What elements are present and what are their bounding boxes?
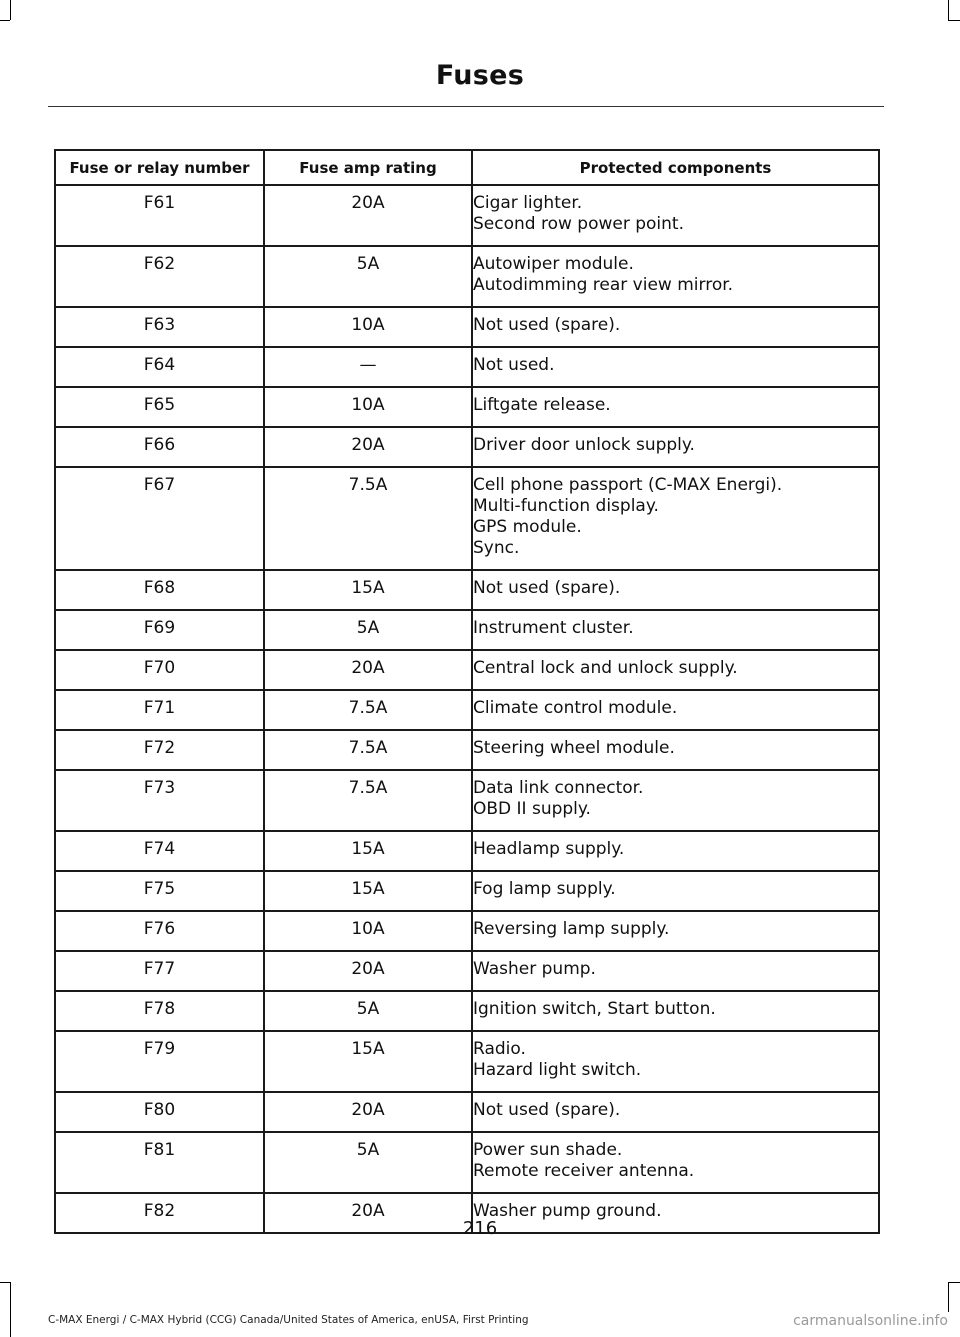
table-row [55,650,879,690]
component-line: Hazard light switch. [473,1060,642,1080]
protected-components-cell [472,650,879,690]
table-row [55,1092,879,1132]
protected-components-cell [472,770,879,831]
amp-rating-cell: 10A [264,911,472,951]
amp-rating-cell: — [264,347,472,387]
table-row [55,467,879,570]
protected-components-cell [472,1031,879,1092]
component-line: Steering wheel module. [473,738,675,758]
fuse-number-cell: F69 [55,610,264,650]
fuse-number-cell: F72 [55,730,264,770]
amp-rating-cell: 15A [264,871,472,911]
amp-rating-cell: 20A [264,1092,472,1132]
protected-components-cell [472,387,879,427]
protected-components-cell [472,831,879,871]
protected-components-cell [472,347,879,387]
component-line: Multi-function display. [473,496,659,516]
fuse-table [54,149,880,1234]
amp-rating-cell: 20A [264,650,472,690]
table-row [55,991,879,1031]
fuse-number-cell: F78 [55,991,264,1031]
amp-rating-cell: 7.5A [264,690,472,730]
crop-mark-top-left-v [10,0,11,20]
watermark: carmanualsonline.info [793,1313,948,1329]
component-line: Autodimming rear view mirror. [473,275,734,295]
amp-rating-cell: 20A [264,951,472,991]
table-row [55,347,879,387]
component-line: Liftgate release. [473,395,611,415]
amp-rating-cell: 20A [264,1193,472,1233]
table-row [55,427,879,467]
table-row [55,1132,879,1193]
column-header-amp-rating: Fuse amp rating [264,150,472,185]
title-rule [48,106,884,107]
table-row [55,911,879,951]
table-row [55,246,879,307]
fuse-number-cell: F74 [55,831,264,871]
amp-rating-cell: 5A [264,991,472,1031]
table-row [55,307,879,347]
page-number: 216 [462,1218,498,1239]
protected-components-cell [472,307,879,347]
crop-mark-bottom-right-v [948,1282,949,1312]
protected-components-cell [472,730,879,770]
component-line: Cell phone passport (C-MAX Energi). [473,475,783,495]
fuse-number-cell: F61 [55,185,264,246]
protected-components-cell [472,467,879,570]
crop-mark-top-right-v [948,0,949,20]
crop-mark-top-left-h [0,20,10,21]
table-row [55,570,879,610]
component-line: Power sun shade. [473,1140,623,1160]
fuse-number-cell: F82 [55,1193,264,1233]
table-row [55,730,879,770]
fuse-number-cell: F75 [55,871,264,911]
amp-rating-cell: 20A [264,185,472,246]
component-line: Reversing lamp supply. [473,919,670,939]
table-row [55,951,879,991]
fuse-number-cell: F71 [55,690,264,730]
fuse-number-cell: F68 [55,570,264,610]
protected-components-cell [472,185,879,246]
fuse-number-cell: F76 [55,911,264,951]
protected-components-cell [472,1092,879,1132]
component-line: Cigar lighter. [473,193,583,213]
component-line: Not used. [473,355,555,375]
component-line: Not used (spare). [473,315,621,335]
crop-mark-bottom-left-v [10,1282,11,1337]
fuse-number-cell: F73 [55,770,264,831]
table-header-row [55,150,879,185]
amp-rating-cell: 5A [264,610,472,650]
crop-mark-bottom-right-h [948,1282,960,1283]
amp-rating-cell: 15A [264,831,472,871]
footer-text: C-MAX Energi / C-MAX Hybrid (CCG) Canada/United States of America, enUSA, First Printing [48,1314,529,1326]
component-line: Second row power point. [473,214,684,234]
component-line: GPS module. [473,517,582,537]
amp-rating-cell: 10A [264,307,472,347]
amp-rating-cell: 5A [264,246,472,307]
amp-rating-cell: 7.5A [264,730,472,770]
table-row [55,871,879,911]
component-line: Driver door unlock supply. [473,435,695,455]
protected-components-cell [472,911,879,951]
amp-rating-cell: 10A [264,387,472,427]
component-line: Washer pump. [473,959,596,979]
component-line: Fog lamp supply. [473,879,616,899]
component-line: Instrument cluster. [473,618,634,638]
fuse-table-body [55,185,879,1233]
fuse-number-cell: F64 [55,347,264,387]
column-header-protected-components: Protected components [472,150,879,185]
protected-components-cell [472,871,879,911]
fuse-number-cell: F77 [55,951,264,991]
component-line: Ignition switch, Start button. [473,999,716,1019]
fuse-number-cell: F70 [55,650,264,690]
component-line: Not used (spare). [473,578,621,598]
component-line: Central lock and unlock supply. [473,658,738,678]
fuse-number-cell: F79 [55,1031,264,1092]
page-title: Fuses [435,60,525,91]
table-row [55,690,879,730]
amp-rating-cell: 5A [264,1132,472,1193]
protected-components-cell [472,610,879,650]
amp-rating-cell: 15A [264,1031,472,1092]
fuse-number-cell: F65 [55,387,264,427]
protected-components-cell [472,1132,879,1193]
protected-components-cell [472,951,879,991]
fuse-number-cell: F66 [55,427,264,467]
protected-components-cell [472,427,879,467]
protected-components-cell [472,570,879,610]
amp-rating-cell: 15A [264,570,472,610]
table-row [55,185,879,246]
fuse-number-cell: F62 [55,246,264,307]
fuse-number-cell: F63 [55,307,264,347]
component-line: Climate control module. [473,698,678,718]
table-row [55,1031,879,1092]
crop-mark-top-right-h [948,20,960,21]
fuse-number-cell: F67 [55,467,264,570]
fuse-number-cell: F80 [55,1092,264,1132]
amp-rating-cell: 20A [264,427,472,467]
component-line: Data link connector. [473,778,644,798]
amp-rating-cell: 7.5A [264,467,472,570]
table-row [55,770,879,831]
table-row [55,831,879,871]
table-row [55,610,879,650]
component-line: Not used (spare). [473,1100,621,1120]
component-line: Washer pump ground. [473,1201,662,1221]
component-line: Sync. [473,538,520,558]
column-header-fuse-number: Fuse or relay number [55,150,264,185]
protected-components-cell [472,246,879,307]
component-line: Remote receiver antenna. [473,1161,695,1181]
fuse-number-cell: F81 [55,1132,264,1193]
component-line: OBD II supply. [473,799,591,819]
table-row [55,387,879,427]
protected-components-cell [472,991,879,1031]
component-line: Radio. [473,1039,526,1059]
protected-components-cell [472,690,879,730]
crop-mark-bottom-left-h [0,1282,10,1283]
amp-rating-cell: 7.5A [264,770,472,831]
component-line: Autowiper module. [473,254,634,274]
component-line: Headlamp supply. [473,839,625,859]
